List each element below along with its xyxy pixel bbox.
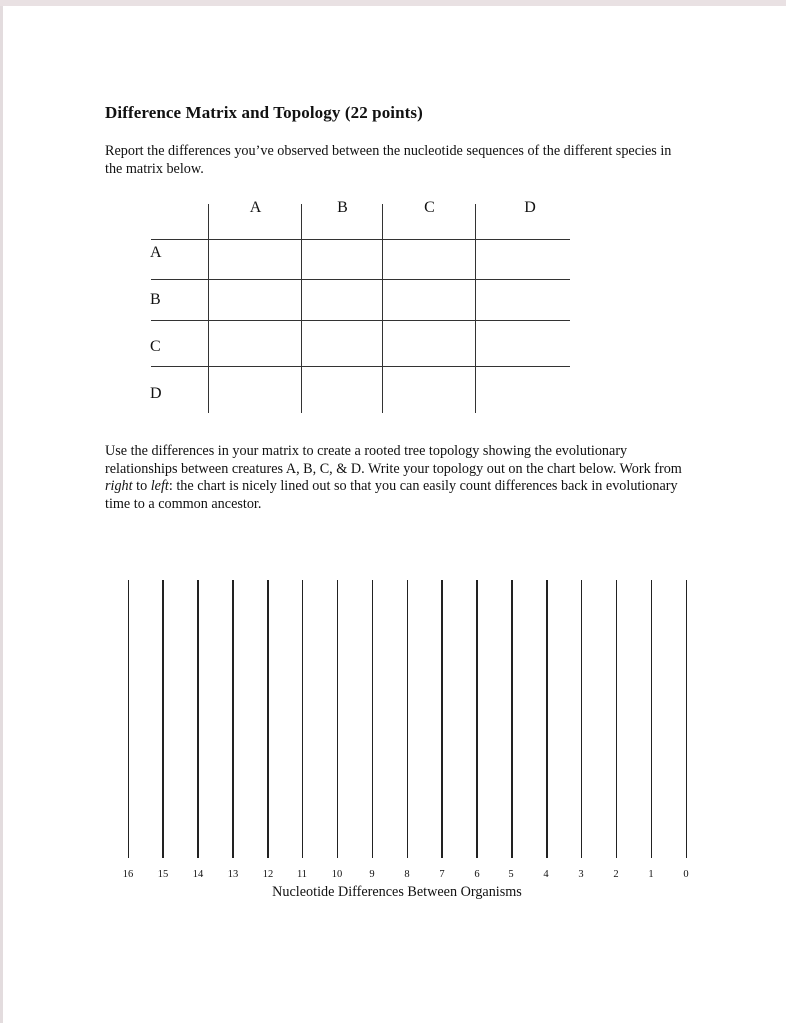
emphasis-right: right xyxy=(105,478,133,494)
matrix-cell-d-c[interactable] xyxy=(384,368,475,412)
matrix-cell-d-d[interactable] xyxy=(477,368,570,412)
matrix-col-header-a: A xyxy=(249,199,262,216)
chart-gridline-7 xyxy=(441,580,443,858)
matrix-cell-c-c[interactable] xyxy=(384,322,475,366)
matrix-cell-b-a[interactable] xyxy=(210,281,301,320)
x-tick-label: 4 xyxy=(543,869,549,880)
x-tick-label: 16 xyxy=(122,869,134,880)
matrix-cell-c-b[interactable] xyxy=(303,322,382,366)
matrix-cell-d-b[interactable] xyxy=(303,368,382,412)
x-tick-label: 11 xyxy=(296,869,308,880)
instructions-text: Use the differences in your matrix to create a rooted tree topology showing the evolutionary relationships between creatures A, B, C, & D. Write your topology out on the chart below. Work from xyxy=(105,443,682,477)
matrix-row-header-a: A xyxy=(150,244,162,261)
intro-paragraph: Report the differences you’ve observed between the nucleotide sequences of the different species in the matrix below. xyxy=(105,143,672,177)
x-tick-label: 9 xyxy=(369,869,375,880)
matrix-row-header-b: B xyxy=(150,291,161,308)
chart-gridline-13 xyxy=(232,580,234,858)
x-tick-label: 1 xyxy=(648,869,654,880)
x-tick-label: 0 xyxy=(683,869,689,880)
x-tick-label: 8 xyxy=(404,869,410,880)
x-tick-label: 15 xyxy=(157,869,169,880)
matrix-cell-b-c[interactable] xyxy=(384,281,475,320)
chart-gridline-3 xyxy=(581,580,583,858)
x-tick-label: 2 xyxy=(613,869,619,880)
window-left-border xyxy=(0,6,3,1023)
matrix-cell-c-d[interactable] xyxy=(477,322,570,366)
instructions-text: : the chart is nicely lined out so that you can easily count differences back in evolutionary time to a common ancestor. xyxy=(105,478,678,512)
chart-gridline-15 xyxy=(162,580,164,858)
chart-gridline-0 xyxy=(686,580,688,858)
emphasis-left: left xyxy=(150,478,169,494)
page-title: Difference Matrix and Topology (22 points) xyxy=(105,103,423,122)
matrix-cell-b-b[interactable] xyxy=(303,281,382,320)
window-top-border xyxy=(0,0,786,6)
chart-gridline-2 xyxy=(616,580,618,858)
chart-gridline-14 xyxy=(197,580,199,858)
matrix-cell-c-a[interactable] xyxy=(210,322,301,366)
matrix-col-header-b: B xyxy=(337,199,348,216)
chart-gridline-16 xyxy=(128,580,130,858)
matrix-cell-a-a[interactable] xyxy=(210,241,301,279)
matrix-row-header-c: C xyxy=(150,338,161,355)
matrix-cell-d-a[interactable] xyxy=(210,368,301,412)
matrix-row-header-d: D xyxy=(150,385,162,402)
x-tick-label: 3 xyxy=(578,869,584,880)
x-tick-label: 5 xyxy=(508,869,514,880)
matrix-cell-a-b[interactable] xyxy=(303,241,382,279)
matrix-cell-a-d[interactable] xyxy=(477,241,570,279)
x-tick-label: 13 xyxy=(227,869,239,880)
chart-gridline-12 xyxy=(267,580,269,858)
matrix-col-header-d: D xyxy=(524,199,536,216)
x-tick-label: 10 xyxy=(331,869,343,880)
chart-gridline-6 xyxy=(476,580,478,858)
x-tick-label: 7 xyxy=(439,869,445,880)
chart-gridline-11 xyxy=(302,580,304,858)
chart-gridline-8 xyxy=(407,580,409,858)
matrix-col-header-c: C xyxy=(424,199,435,216)
instructions-text: to xyxy=(132,478,151,494)
chart-gridline-9 xyxy=(372,580,374,858)
x-tick-label: 6 xyxy=(474,869,480,880)
chart-gridline-10 xyxy=(337,580,339,858)
chart-gridline-1 xyxy=(651,580,653,858)
chart-gridline-5 xyxy=(511,580,513,858)
matrix-cell-b-d[interactable] xyxy=(477,281,570,320)
x-tick-label: 12 xyxy=(262,869,274,880)
x-tick-label: 14 xyxy=(192,869,204,880)
matrix-cell-a-c[interactable] xyxy=(384,241,475,279)
chart-gridline-4 xyxy=(546,580,548,858)
x-axis-label: Nucleotide Differences Between Organisms xyxy=(272,884,522,900)
instructions-paragraph xyxy=(105,443,695,513)
